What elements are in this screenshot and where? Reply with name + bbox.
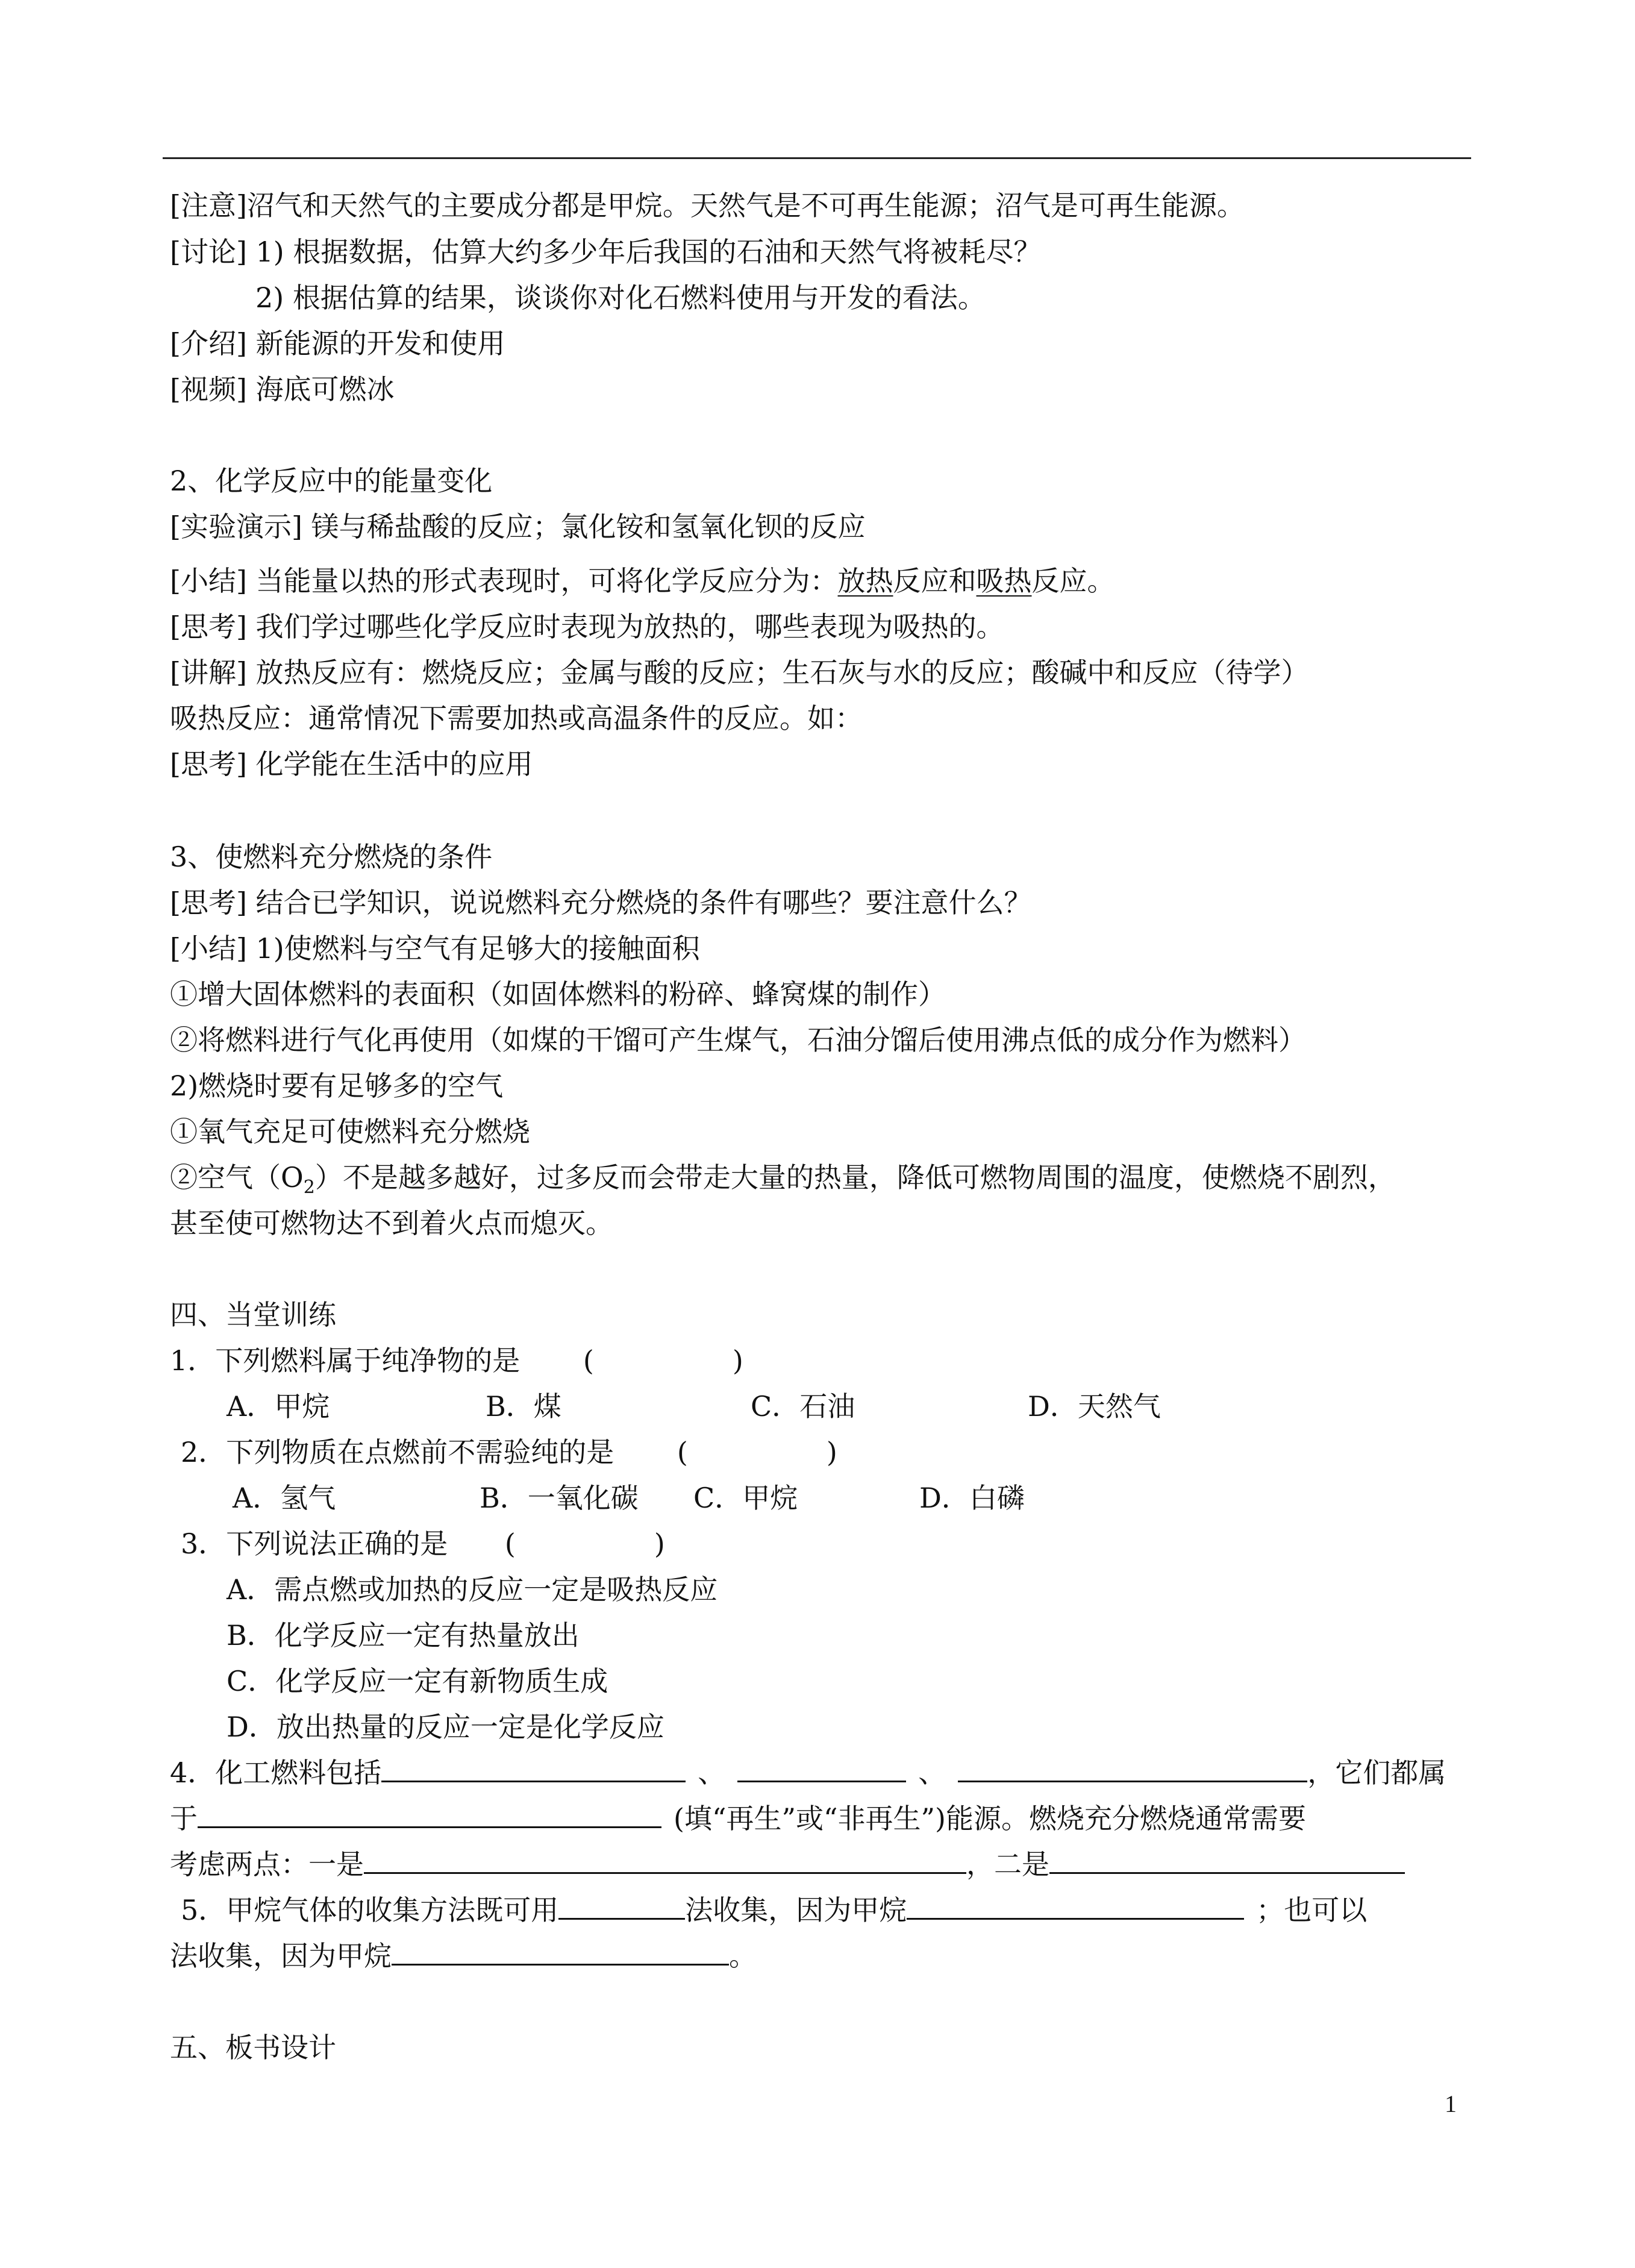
q2-option-c: C．甲烷: [693, 1482, 798, 1514]
condition-item-3: ①氧气充足可使燃料充分燃烧: [170, 1115, 530, 1148]
item4-pre: ②空气（O: [170, 1161, 304, 1194]
o2-subscript: 2: [303, 1177, 315, 1198]
section3-think: [思考] 结合已学知识，说说燃料充分燃烧的条件有哪些？要注意什么？: [170, 886, 1032, 919]
q5-blank-1[interactable]: [558, 1894, 685, 1920]
question-3: [181, 1527, 665, 1561]
question-4-line-3: [170, 1847, 1405, 1881]
question-4-line-2: [170, 1802, 1306, 1835]
think-line-1: [思考] 我们学过哪些化学反应时表现为放热的，哪些表现为吸热的。: [170, 610, 1004, 643]
question-5-line-2: [170, 1939, 757, 1973]
q2-options: [233, 1481, 1025, 1515]
q1-option-a: A．甲烷: [227, 1390, 330, 1423]
video-line: [视频] 海底可燃冰: [170, 373, 395, 406]
question-4-line-1: [170, 1756, 1446, 1790]
page-number: 1: [1445, 2090, 1457, 2117]
section3-summary: [小结] 1)使燃料与空气有足够大的接触面积: [170, 932, 700, 965]
think-line-2: [思考] 化学能在生活中的应用: [170, 748, 533, 780]
q3-answer-paren: ( ): [504, 1527, 665, 1560]
q1-options: [227, 1389, 1161, 1423]
condition-item-2: ②将燃料进行气化再使用（如煤的干馏可产生煤气，石油分馏后使用沸点低的成分作为燃料）: [170, 1024, 1306, 1056]
q5-blank-2[interactable]: [907, 1894, 1244, 1920]
q4-blank-4[interactable]: [198, 1802, 661, 1828]
condition-item-4: [170, 1161, 1396, 1204]
section2-heading: 2、化学反应中的能量变化: [170, 465, 493, 497]
condition-point-2: 2)燃烧时要有足够多的空气: [170, 1070, 504, 1102]
q4-blank-6[interactable]: [1049, 1848, 1405, 1874]
summary-post: 反应。: [1031, 565, 1115, 597]
q5-text-5: 。: [729, 1940, 757, 1972]
q4-blank-3[interactable]: [958, 1756, 1307, 1782]
q4-sep-1: 、: [698, 1756, 726, 1789]
q4-blank-5[interactable]: [364, 1848, 966, 1874]
question-5-line-1: [181, 1893, 1367, 1927]
q4-text-2: ，它们都属: [1307, 1756, 1446, 1789]
q2-option-d: D．白磷: [919, 1482, 1025, 1514]
explain-line-1: [讲解] 放热反应有：燃烧反应；金属与酸的反应；生石灰与水的反应；酸碱中和反应（待学）: [170, 656, 1309, 689]
demo-line: [实验演示] 镁与稀盐酸的反应；氯化铵和氢氧化钡的反应: [170, 510, 866, 543]
q3-option-b: B．化学反应一定有热量放出: [227, 1619, 580, 1652]
q1-answer-paren: ( ): [583, 1344, 743, 1377]
note-line: [注意]沼气和天然气的主要成分都是甲烷。天然气是不可再生能源；沼气是可再生能源。: [170, 189, 1245, 222]
q5-text-4: 法收集，因为甲烷: [170, 1940, 392, 1972]
explain-line-2: 吸热反应：通常情况下需要加热或高温条件的反应。如：: [170, 702, 863, 735]
exothermic-term: 放热: [837, 565, 893, 597]
summary-mid: 反应和: [893, 565, 977, 597]
q3-option-a: A．需点燃或加热的反应一定是吸热反应: [227, 1573, 718, 1606]
q2-answer-paren: ( ): [677, 1436, 837, 1468]
discuss-line-2: 2) 根据估算的结果，谈谈你对化石燃料使用与开发的看法。: [255, 281, 986, 314]
q4-blank-1[interactable]: [381, 1756, 686, 1782]
q4-text-1: 4．化工燃料包括: [170, 1756, 382, 1789]
section4-heading: 四、当堂训练: [170, 1298, 336, 1331]
condition-item-4-cont: 甚至使可燃物达不到着火点而熄灭。: [170, 1207, 613, 1239]
q4-text-3: 于: [170, 1802, 198, 1835]
q1-option-c: C．石油: [751, 1390, 855, 1423]
q5-text-3: ；也可以: [1256, 1894, 1368, 1926]
question-2: [181, 1435, 837, 1469]
q5-text-1: 5．甲烷气体的收集方法既可用: [181, 1894, 559, 1926]
q4-text-6: ，二是: [966, 1848, 1049, 1881]
q3-option-d: D．放出热量的反应一定是化学反应: [227, 1711, 664, 1743]
item4-post: ）不是越多越好，过多反而会带走大量的热量，降低可燃物周围的温度，使燃烧不剧烈，: [314, 1161, 1396, 1194]
endothermic-term: 吸热: [976, 565, 1032, 597]
q3-stem: 3．下列说法正确的是: [181, 1527, 448, 1560]
q4-text-5: 考虑两点：一是: [170, 1848, 364, 1881]
q5-text-2: 法收集，因为甲烷: [685, 1894, 907, 1926]
question-1: [170, 1344, 743, 1377]
q2-option-b: B．一氧化碳: [480, 1482, 639, 1514]
summary-pre: [小结] 当能量以热的形式表现时，可将化学反应分为：: [170, 565, 838, 597]
q4-blank-2[interactable]: [737, 1756, 906, 1782]
section5-heading: 五、板书设计: [170, 2031, 336, 2064]
q4-text-4: (填“再生”或“非再生”)能源。燃烧充分燃烧通常需要: [674, 1802, 1306, 1835]
header-rule: [163, 157, 1471, 159]
condition-item-1: ①增大固体燃料的表面积（如固体燃料的粉碎、蜂窝煤的制作）: [170, 978, 946, 1010]
section3-heading: 3、使燃料充分燃烧的条件: [170, 841, 493, 873]
q4-sep-2: 、: [918, 1756, 946, 1789]
summary-line: [170, 564, 1115, 598]
q1-stem: 1．下列燃料属于纯净物的是: [170, 1344, 521, 1377]
q2-option-a: A．氢气: [233, 1482, 336, 1514]
intro-line: [介绍] 新能源的开发和使用: [170, 327, 505, 360]
q5-blank-3[interactable]: [392, 1940, 729, 1966]
q2-stem: 2．下列物质在点燃前不需验纯的是: [181, 1436, 614, 1468]
discuss-line-1: [讨论] 1) 根据数据，估算大约多少年后我国的石油和天然气将被耗尽？: [170, 236, 1042, 268]
q3-option-c: C．化学反应一定有新物质生成: [227, 1665, 608, 1697]
q1-option-d: D．天然气: [1028, 1390, 1161, 1423]
q1-option-b: B．煤: [486, 1390, 561, 1423]
